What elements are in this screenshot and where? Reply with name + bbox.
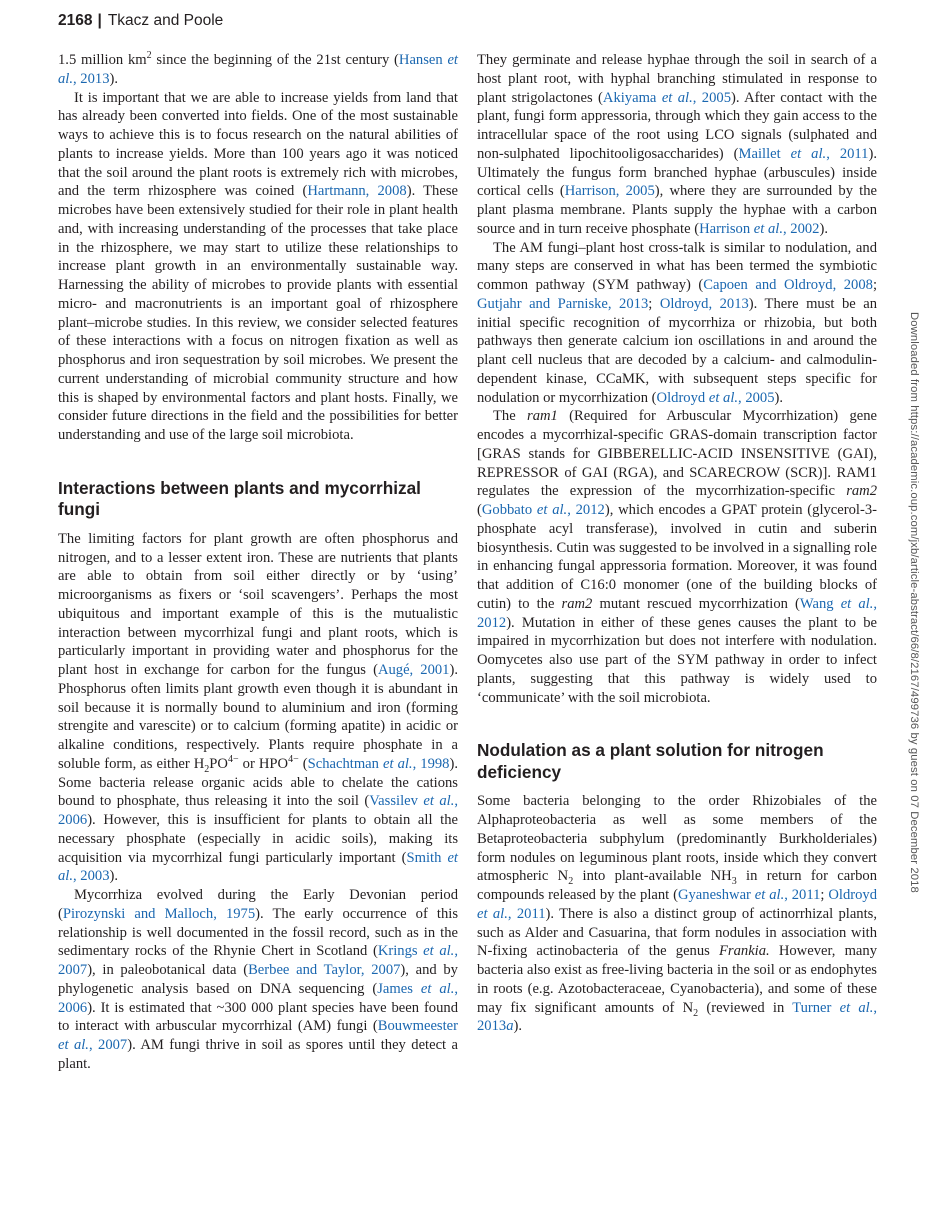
paragraph: They germinate and release hyphae through the soil in search of a host plant root, with hyphal branching stimulated in response to plant strigolactones (Akiyama et al., 2005). After contact with the plant, fungi form appressoria, through which they gain access to the intracellular space of the root using LCO signals (sulphated and non-sulphated lipochitooligosaccharides) (Maillet et al., 2011). Ultimately the fungus form branched hyphae (arbuscules) inside cortical cells (Harrison, 2005), where they are surrounded by the plant plasma membrane. Plants supply the hyphae with a carbon source and in turn receive phosphate (Harrison et al., 2002). <box>477 52 878 237</box>
citation-link[interactable]: Akiyama et al., 2005 <box>602 89 731 106</box>
right-column <box>477 51 877 1036</box>
citation-link[interactable]: Smith et al., 2003 <box>58 849 458 885</box>
citation-link[interactable]: Capoen and Oldroyd, 2008 <box>703 277 873 293</box>
citation-link[interactable]: Oldroyd et al., 2005 <box>656 389 775 406</box>
citation-link[interactable]: Gutjahr and Parniske, 2013 <box>477 295 649 312</box>
citation-link[interactable]: Wang et al., 2012 <box>477 595 877 631</box>
section-heading: Nodulation as a plant solution for nitrogen deficiency <box>477 740 824 782</box>
paragraph: 1.5 million $km^2$ since the beginning of the 21st century (Hansen et al., 2013). <box>58 50 458 87</box>
citation-link[interactable]: Schachtman et al., 1998 <box>307 755 450 772</box>
paragraph: The ram1 (Required for Arbuscular Mycorrhization) gene encodes a mycorrhizal-specific GRAS-domain transcription factor [GRAS stands for GIBBERELLIC-ACID INSENSITIVE (GAI), REPRESSOR of GAI (RGA), and SCARECROW (SCR)]. RAM1 regulates the expression of the mycorrhization-specific ram2 (Gobbato et al., 2012), which encodes a GPAT protein (glycerol-3-phosphate acyl transferase), involved in cutin and suberin biosynthesis. Cutin was suggested to be involved in a signalling role in enhancing fungal appressoria formation. Moreover, it was found that addition of C16:0 monomer (one of the building blocks of cutin) to the ram2 mutant rescued mycorrhization (Wang et al., 2012). Mutation in either of these genes causes the plant to be impaired in mycorrhization but does not interfere with nodulation. Oomycetes also use part of the SYM pathway in order to infect plants, suggesting that this pathway is widely used to ‘communicate’ with the soil microbiota. <box>477 408 877 706</box>
citation-link[interactable]: Krings et al., 2007 <box>58 943 458 978</box>
citation-link[interactable]: Harrison et al., 2002 <box>699 220 820 237</box>
citation-link[interactable]: Berbee and Taylor, 2007 <box>248 962 401 978</box>
paragraph: Some bacteria belonging to the order Rhizobiales of the Alphaproteobacteria as well as some members of the Betaproteobacteria subphylum (predominantly Burkholderiales) form nodules on leguminous plant roots, inside which they convert atmospheric $N_2$ into plant-available $NH_3$ in return for carbon compounds released by the plant (Gyaneshwar et al., 2011; Oldroyd et al., 2011). There is also a distinct group of actinorrhizal plants, such as Alder and Casuarina, that form nodules in association with N-fixing actinobacteria of the genus Frankia. However, many bacteria also exist as free-living bacteria in the soil or as endophytes in roots (e.g. Azotobacteraceae, Cyanobacteria), and some of these may fix significant amounts of $N_2$ (reviewed in Turner et al., 2013a). <box>477 793 878 1035</box>
citation-link[interactable]: Gobbato et al., 2012 <box>481 502 605 518</box>
running-header <box>58 12 223 30</box>
citation-link[interactable]: Harrison, 2005 <box>564 183 655 200</box>
citation-link[interactable]: Hartmann, 2008 <box>307 183 407 200</box>
citation-link[interactable]: Oldroyd, 2013 <box>659 295 749 312</box>
paragraph: The limiting factors for plant growth are often phosphorus and nitrogen, and to a lesser extent iron. These are nutrients that plants are able to obtain from soil either directly or by ‘using’ microorganisms as fixers or ‘soil scavengers’. Perhaps the most ubiquitous and important example of this is the mutualistic interaction between mycorrhizal fungi and plant roots, which is particularly important in providing water and phosphorus for the plant host in exchange for carbon for the fungus (Augé, 2001). Phosphorus often limits plant growth even though it is abundant in soil because it is normally bound to aluminium and iron (forming strengite and varescite) or to calcium (forming apatite) in acidic or alkaline conditions, respectively. Plants require phosphate in a soluble form, as either $H_2PO^{4-}$ or $HPO^{4-}$ (Schachtman et al., 1998). Some bacteria release organic acids able to chelate the cations bound to phosphate, thus releasing it into the soil (Vassilev et al., 2006). However, this is insufficient for plants to obtain all the necessary phosphate (especially in acidic soils), making its acquisition via mycorrhizal fungi particularly important (Smith et al., 2003). <box>58 530 458 885</box>
page-number: 2168 <box>58 12 93 29</box>
paragraph: The AM fungi–plant host cross-talk is similar to nodulation, and many steps are conserved in what has been termed the symbiotic common pathway (SYM pathway) (Capoen and Oldroyd, 2008; Gutjahr and Parniske, 2013; Oldroyd, 2013). There must be an initial specific recognition of mycorrhiza or rhizobia, but both pathways then generate calcium ion oscillations in and around the plant cell nucleus that are decoded by a calcium- and calmodulin-dependent kinase, CCaMK, with subsequent steps specific for nodulation or mycorrhization (Oldroyd et al., 2005). <box>477 239 877 406</box>
citation-link[interactable]: Bouwmeester et al., 2007 <box>58 1018 458 1053</box>
header-separator: | <box>97 12 102 29</box>
citation-link[interactable]: James et al., 2006 <box>58 980 458 1016</box>
download-watermark <box>905 312 919 942</box>
citation-link[interactable]: Oldroyd et al., 2011 <box>477 887 877 922</box>
citation-link[interactable]: Maillet et al., 2011 <box>738 145 869 162</box>
citation-link[interactable]: Vassilev et al., 2006 <box>58 793 458 828</box>
citation-link[interactable]: Augé, 2001 <box>377 662 450 678</box>
citation-link[interactable]: Pirozynski and Malloch, 1975 <box>62 905 256 922</box>
running-authors: Tkacz and Poole <box>107 12 224 29</box>
download-note: Downloaded from https://academic.oup.com/jxb/article-abstract/66/8/2167/499736 by guest on 07 December 2018 <box>908 312 920 893</box>
left-column <box>58 51 458 1074</box>
paragraph: It is important that we are able to increase yields from land that has already been converted into fields. One of the most sustainable ways to achieve this is to focus research on the natural abilities of plants to increase yields. More than 100 years ago it was noticed that the soil around the plant roots is extremely rich with microbes, and the term rhizosphere was coined (Hartmann, 2008). These microbes have been extensively studied for their role in plant health and, with increasing understanding of the processes that take place in the rhizosphere, we may start to utilize these relationships to increase plant growth in an environmentally sustainable way. Harnessing the ability of microbes to provide plants with essential micro- and macronutrients is an important goal of rhizosphere plant–microbe studies. In this review, we consider selected features of these interactions with a focus on nitrogen fixation as well as phosphorus and iron sequestration by soil microbes. We present the current understanding of microbial community structure and how this is shaped by environmental factors and plant hosts. Finally, we consider future directions in the field and the possibilities for better understanding and use of the large soil microbiota. <box>58 89 458 443</box>
section-heading: Interactions between plants and mycorrhizal fungi <box>58 477 421 520</box>
citation-link[interactable]: Turner et al., 2013a <box>477 999 878 1035</box>
citation-link[interactable]: Hansen et al., 2013 <box>58 52 458 87</box>
citation-link[interactable]: Gyaneshwar et al., 2011 <box>677 887 821 903</box>
paragraph: Mycorrhiza evolved during the Early Devonian period (Pirozynski and Malloch, 1975). The early occurrence of this relationship is well documented in the fossil record, such as in the sedimentary rocks of the Rhynie Chert in Scotland (Krings et al., 2007), in paleobotanical data (Berbee and Taylor, 2007), and by phylogenetic analysis based on DNA sequencing (James et al., 2006). It is estimated that ~300 000 plant species have been found to interact with arbuscular mycorrhizal (AM) fungi (Bouwmeester et al., 2007). AM fungi thrive in soil as spores until they detect a plant. <box>58 887 459 1072</box>
